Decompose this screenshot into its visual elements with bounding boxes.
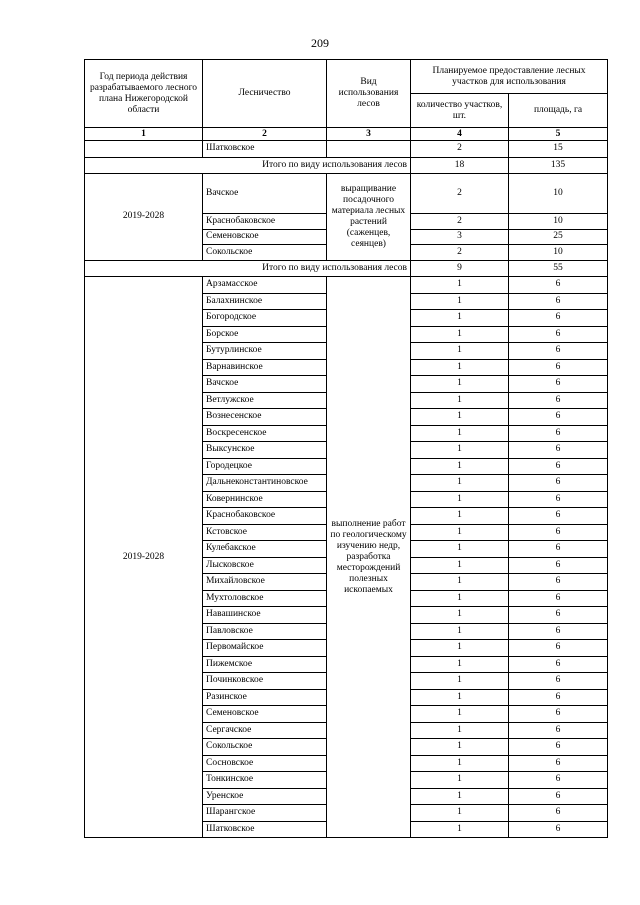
count-cell: 2: [411, 245, 509, 261]
total-row: [85, 260, 608, 277]
header-count: количество участков, шт.: [411, 94, 509, 128]
area-cell: 6: [509, 326, 608, 343]
period-cell: 2019-2028: [85, 174, 203, 261]
forestry-cell: Мухтоловское: [203, 590, 327, 607]
total-area: 135: [509, 157, 608, 174]
total-count: 9: [411, 260, 509, 277]
header-period: Год периода действия разрабатываемого лесного плана Нижегородской области: [85, 60, 203, 128]
area-cell: 6: [509, 623, 608, 640]
forestry-cell: Сосновское: [203, 755, 327, 772]
index-cell: 2: [203, 128, 327, 141]
area-cell: 6: [509, 689, 608, 706]
forestry-cell: Ветлужское: [203, 392, 327, 409]
forestry-cell: Кстовское: [203, 524, 327, 541]
header-planned: Планируемое предоставление лесных участков для использования: [411, 60, 608, 94]
count-cell: 1: [411, 805, 509, 822]
area-cell: 6: [509, 409, 608, 426]
forestry-cell: Сергачское: [203, 722, 327, 739]
forestry-cell: Вачское: [203, 376, 327, 393]
area-cell: 6: [509, 508, 608, 525]
area-cell: 6: [509, 359, 608, 376]
forestry-cell: Шатковское: [203, 821, 327, 838]
count-cell: 2: [411, 141, 509, 158]
index-cell: 1: [85, 128, 203, 141]
page-number: 209: [311, 36, 329, 50]
forestry-cell: Навашинское: [203, 607, 327, 624]
count-cell: 3: [411, 229, 509, 245]
count-cell: 1: [411, 310, 509, 327]
count-cell: 1: [411, 541, 509, 558]
forestry-cell: Михайловское: [203, 574, 327, 591]
forestry-cell: Краснобаковское: [203, 214, 327, 230]
forestry-cell: Тонкинское: [203, 772, 327, 789]
area-cell: 6: [509, 805, 608, 822]
count-cell: 1: [411, 656, 509, 673]
area-cell: 6: [509, 458, 608, 475]
header-area: площадь, га: [509, 94, 608, 128]
forestry-cell: Арзамасское: [203, 277, 327, 294]
count-cell: 1: [411, 343, 509, 360]
area-cell: 6: [509, 739, 608, 756]
area-cell: 6: [509, 821, 608, 838]
count-cell: 1: [411, 376, 509, 393]
count-cell: 1: [411, 557, 509, 574]
area-cell: 6: [509, 607, 608, 624]
index-cell: 5: [509, 128, 608, 141]
total-row: [85, 157, 608, 174]
count-cell: 1: [411, 673, 509, 690]
count-cell: 1: [411, 590, 509, 607]
header-purpose: Вид использования лесов: [327, 60, 411, 128]
area-cell: 6: [509, 557, 608, 574]
area-cell: 6: [509, 590, 608, 607]
forestry-cell: Городецкое: [203, 458, 327, 475]
area-cell: 6: [509, 310, 608, 327]
section-seedlings: [85, 174, 608, 277]
forestry-cell: Пижемское: [203, 656, 327, 673]
count-cell: 2: [411, 174, 509, 214]
area-cell: 6: [509, 376, 608, 393]
area-cell: 6: [509, 574, 608, 591]
forestry-cell: Павловское: [203, 623, 327, 640]
total-label: Итого по виду использования лесов: [85, 260, 411, 277]
table-row: [85, 141, 608, 158]
forestry-cell: Семеновское: [203, 706, 327, 723]
total-area: 55: [509, 260, 608, 277]
count-cell: 1: [411, 607, 509, 624]
forestry-cell: Шатковское: [203, 141, 327, 158]
forestry-cell: Сокольское: [203, 739, 327, 756]
forestry-cell: Дальнеконстантиновское: [203, 475, 327, 492]
area-cell: 6: [509, 425, 608, 442]
area-cell: 10: [509, 174, 608, 214]
purpose-cell: выполнение работ по геологическому изучению недр, разработка месторождений полезных ископаемых: [327, 277, 411, 838]
index-cell: 3: [327, 128, 411, 141]
count-cell: 1: [411, 739, 509, 756]
forestry-cell: Кулебакское: [203, 541, 327, 558]
forestry-cell: Бутурлинское: [203, 343, 327, 360]
count-cell: 1: [411, 359, 509, 376]
count-cell: 1: [411, 524, 509, 541]
area-cell: 6: [509, 722, 608, 739]
area-cell: 6: [509, 640, 608, 657]
forestry-cell: Вачское: [203, 174, 327, 214]
area-cell: 6: [509, 755, 608, 772]
area-cell: 6: [509, 541, 608, 558]
section-geology: [85, 277, 608, 838]
count-cell: 1: [411, 442, 509, 459]
forestry-cell: Уренское: [203, 788, 327, 805]
count-cell: 1: [411, 722, 509, 739]
count-cell: 1: [411, 458, 509, 475]
area-cell: 6: [509, 343, 608, 360]
table-row: [85, 277, 608, 294]
count-cell: 1: [411, 475, 509, 492]
header-forestry: Лесничество: [203, 60, 327, 128]
purpose-cell: выращивание посадочного материала лесных растений (саженцев, сеянцев): [327, 174, 411, 261]
area-cell: 6: [509, 524, 608, 541]
count-cell: 1: [411, 706, 509, 723]
count-cell: 1: [411, 508, 509, 525]
count-cell: 1: [411, 640, 509, 657]
area-cell: 6: [509, 656, 608, 673]
index-cell: 4: [411, 128, 509, 141]
count-cell: 2: [411, 214, 509, 230]
forestry-cell: Выксунское: [203, 442, 327, 459]
count-cell: 1: [411, 425, 509, 442]
forestry-cell: Лысковское: [203, 557, 327, 574]
count-cell: 1: [411, 821, 509, 838]
area-cell: 25: [509, 229, 608, 245]
area-cell: 6: [509, 475, 608, 492]
total-label: Итого по виду использования лесов: [85, 157, 411, 174]
count-cell: 1: [411, 409, 509, 426]
area-cell: 6: [509, 293, 608, 310]
forestry-cell: Богородское: [203, 310, 327, 327]
forest-plan-table: [84, 59, 608, 838]
forestry-cell: Краснобаковское: [203, 508, 327, 525]
forestry-cell: Воскресенское: [203, 425, 327, 442]
count-cell: 1: [411, 293, 509, 310]
count-cell: 1: [411, 392, 509, 409]
count-cell: 1: [411, 491, 509, 508]
count-cell: 1: [411, 755, 509, 772]
count-cell: 1: [411, 689, 509, 706]
forestry-cell: Вознесенское: [203, 409, 327, 426]
table-row: [85, 174, 608, 214]
area-cell: 6: [509, 392, 608, 409]
count-cell: 1: [411, 772, 509, 789]
area-cell: 6: [509, 788, 608, 805]
count-cell: 1: [411, 277, 509, 294]
forestry-cell: Шарангское: [203, 805, 327, 822]
total-count: 18: [411, 157, 509, 174]
area-cell: 6: [509, 277, 608, 294]
forestry-cell: Сокольское: [203, 245, 327, 261]
area-cell: 6: [509, 706, 608, 723]
area-cell: 6: [509, 442, 608, 459]
area-cell: 10: [509, 245, 608, 261]
count-cell: 1: [411, 574, 509, 591]
forestry-cell: Борское: [203, 326, 327, 343]
forestry-cell: Починковское: [203, 673, 327, 690]
forestry-cell: Ковернинское: [203, 491, 327, 508]
area-cell: 6: [509, 491, 608, 508]
forestry-cell: Семеновское: [203, 229, 327, 245]
forestry-cell: Балахнинское: [203, 293, 327, 310]
count-cell: 1: [411, 326, 509, 343]
area-cell: 6: [509, 772, 608, 789]
forestry-cell: Первомайское: [203, 640, 327, 657]
forestry-cell: Разинское: [203, 689, 327, 706]
count-cell: 1: [411, 788, 509, 805]
count-cell: 1: [411, 623, 509, 640]
area-cell: 15: [509, 141, 608, 158]
period-cell: 2019-2028: [85, 277, 203, 838]
area-cell: 10: [509, 214, 608, 230]
area-cell: 6: [509, 673, 608, 690]
forestry-cell: Варнавинское: [203, 359, 327, 376]
